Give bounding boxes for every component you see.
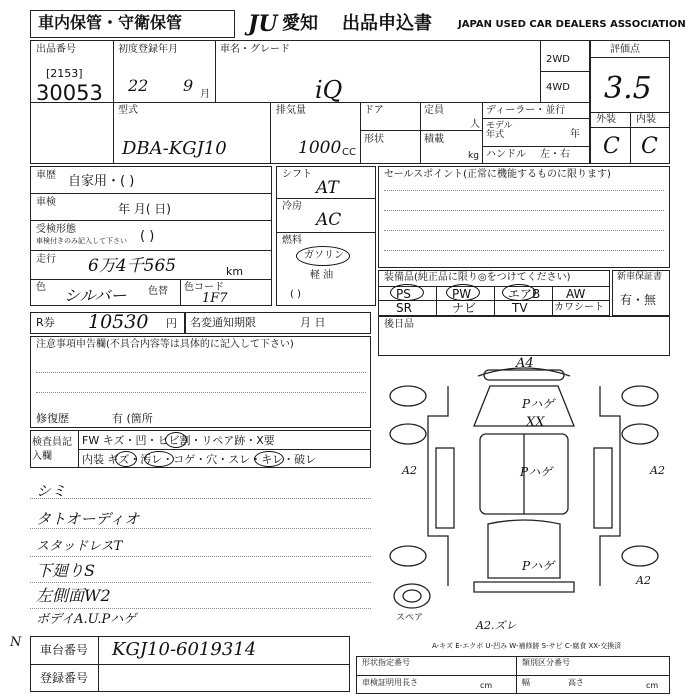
note-2: タトオーディオ: [36, 510, 140, 528]
color-code-value: 1F7: [202, 291, 228, 306]
model-code-label: 型式: [118, 105, 138, 116]
lot-sub-number: [2153]: [46, 67, 83, 80]
repair-history-label: 修復歴: [36, 412, 69, 425]
displacement-value: 1000: [298, 138, 342, 158]
damage-roof: Pハゲ: [520, 465, 553, 479]
color-change-label: 色替: [148, 286, 168, 297]
note-3: スタッドレスT: [36, 539, 123, 554]
handle-label: ハンドル: [486, 149, 526, 160]
warranty-label: 新車保証書: [617, 272, 663, 282]
scuff-circle-mark: [254, 451, 284, 467]
inspector-label: 検査員記入欄: [32, 437, 72, 462]
inspection-type-note: 車検付きのみ記入して下さい: [36, 237, 127, 245]
association-name: JAPAN USED CAR DEALERS ASSOCIATION: [458, 19, 686, 30]
history-value: 自家用・( ): [68, 174, 135, 189]
shaken-label: 車検: [36, 197, 56, 208]
lot-label: 出品番号: [36, 44, 76, 55]
inspection-type-label: 受検形態: [36, 224, 76, 235]
sales-point-frame: [378, 166, 670, 268]
recycle-value: 10530: [88, 311, 149, 333]
damage-front: A4: [516, 356, 534, 371]
first-reg-label: 初度登録年月: [118, 44, 178, 55]
storage-label: 車内保管・守衛保管: [38, 13, 183, 32]
fuel-other: ( ): [290, 289, 301, 300]
model-year-label: モデル 年式: [486, 121, 513, 140]
scratch-circle-mark: [115, 451, 137, 467]
stain-circle-mark: [144, 451, 174, 467]
fuel-diesel: 軽 油: [310, 270, 334, 281]
note-4: 下廻りS: [36, 561, 95, 580]
repair-history-value: 有 (箇所: [112, 412, 153, 425]
mileage-value: 6万4千565: [88, 256, 177, 276]
model-code: DBA-KGJ10: [122, 138, 227, 159]
car-name-label: 車名・グレード: [220, 44, 290, 55]
door-label: ドア: [364, 105, 384, 116]
ac-label: 冷房: [282, 201, 302, 212]
length-unit: cm: [480, 681, 493, 690]
class-number-label: 類別区分番号: [522, 658, 570, 667]
equip-aw: AW: [566, 287, 586, 301]
dealer-label: ディーラー・並行: [486, 105, 566, 116]
equipment-label: 装備品(純正品に限り◎をつけてください): [384, 272, 571, 283]
notes-label: 注意事項申告欄(不具合内容等は具体的に記入して下さい): [36, 339, 294, 350]
reg-month-unit: 月: [200, 89, 210, 100]
color-value: シルバー: [64, 286, 127, 305]
reg-year: 22: [128, 76, 149, 95]
year-unit: 年: [570, 129, 580, 140]
exterior-label: 外装: [596, 114, 616, 125]
damage-right: A2: [650, 464, 665, 477]
remarks-label: 後日品: [384, 319, 414, 330]
damage-bottom: A2.ズレ: [476, 619, 517, 632]
grade-value: 3.5: [604, 71, 652, 106]
height-label: 高さ: [568, 678, 584, 687]
ju-logo: JU: [248, 11, 278, 37]
dent-circle-mark: [165, 432, 187, 448]
lot-number: 30053: [36, 81, 103, 105]
equip-leather-seat: カワシート: [554, 302, 604, 313]
interior-label: 内装: [636, 114, 656, 125]
ac-value: AC: [316, 210, 342, 230]
history-label: 車歴: [36, 170, 56, 181]
warranty-value: 有・無: [620, 293, 657, 307]
shift-label: シフト: [282, 169, 312, 180]
twowd-label: 2WD: [546, 54, 570, 65]
capacity-unit: 人: [470, 119, 480, 130]
car-name: iQ: [315, 76, 343, 104]
exterior-grade: C: [603, 134, 620, 159]
spare-label: スペア: [396, 613, 424, 623]
equip-tv: TV: [512, 301, 528, 315]
height-unit: cm: [646, 681, 659, 690]
handle-value: 左・右: [540, 149, 570, 160]
note-1: シミ: [36, 482, 67, 500]
form-title: 出品申込書: [342, 13, 432, 34]
mileage-unit: km: [226, 265, 244, 278]
airbag-circle-mark: [502, 284, 536, 301]
load-label: 積載: [424, 134, 444, 145]
width-label: 幅: [522, 678, 530, 687]
damage-legend: A-キズ E-エクボ U-凹み W-補修跡 S-サビ C-腐食 XX-交換済: [432, 642, 622, 650]
sales-point-label: セールスポイント(正常に機能するものに限ります): [384, 169, 611, 180]
reg-number-label: 登録番号: [40, 671, 89, 685]
color-code-label: 色コード: [184, 282, 224, 293]
reg-month: 9: [183, 76, 194, 95]
inspector-fw-line: FW キズ・凹・ヒビ割・リペア跡・X要: [82, 434, 275, 447]
damage-hood-xx: XX: [526, 415, 545, 430]
pw-circle-mark: [446, 284, 480, 301]
fuel-gasoline: ガソリン: [304, 250, 344, 261]
equip-navi: ナビ: [452, 301, 477, 315]
interior-grade: C: [641, 134, 658, 159]
color-label: 色: [36, 282, 46, 293]
recycle-unit: 円: [166, 317, 177, 330]
damage-hood: Pハゲ: [522, 397, 555, 411]
org-name: 愛知: [282, 13, 318, 34]
shape-number-label: 形状指定番号: [362, 658, 410, 667]
mileage-label: 走行: [36, 254, 56, 265]
name-change-value: 月 日: [300, 316, 326, 329]
ps-circle-mark: [390, 284, 424, 301]
shift-value: AT: [316, 178, 339, 198]
damage-rear: Pハゲ: [522, 559, 555, 573]
note-5: 左側面W2: [36, 586, 111, 605]
grade-label: 評価点: [610, 44, 640, 55]
load-unit: kg: [468, 151, 479, 161]
body-shape-label: 形状: [364, 134, 384, 145]
capacity-label: 定員: [424, 105, 444, 116]
note-6: ボデイA.U.Pハゲ: [36, 612, 137, 627]
damage-right-rear: A2: [636, 574, 651, 587]
length-label: 長さ: [402, 678, 418, 687]
chassis-number: KGJ10-6019314: [112, 639, 257, 660]
shaken-value: 年 月( 日): [118, 202, 171, 216]
fuel-label: 燃料: [282, 235, 302, 246]
equip-ps: PS: [396, 287, 411, 301]
fourwd-label: 4WD: [546, 82, 570, 93]
chassis-label: 車台番号: [40, 643, 89, 657]
remarks-frame: [378, 316, 670, 356]
corner-mark: N: [10, 635, 22, 650]
inspection-type-value: ( ): [140, 229, 155, 244]
name-change-label: 名変通知期限: [190, 316, 256, 329]
cert-label: 車検証明用: [362, 678, 402, 687]
damage-left: A2: [402, 464, 417, 477]
equip-sr: SR: [396, 301, 412, 315]
displacement-label: 排気量: [276, 105, 306, 116]
equip-pw: PW: [452, 287, 472, 301]
inspector-interior-line: 内装 ギズ・汚レ・コゲ・穴・スレ・キレ・破レ: [82, 453, 317, 466]
equip-airbag: エアB: [508, 287, 541, 301]
recycle-label: R券: [36, 316, 55, 329]
cc-unit: CC: [342, 147, 356, 158]
